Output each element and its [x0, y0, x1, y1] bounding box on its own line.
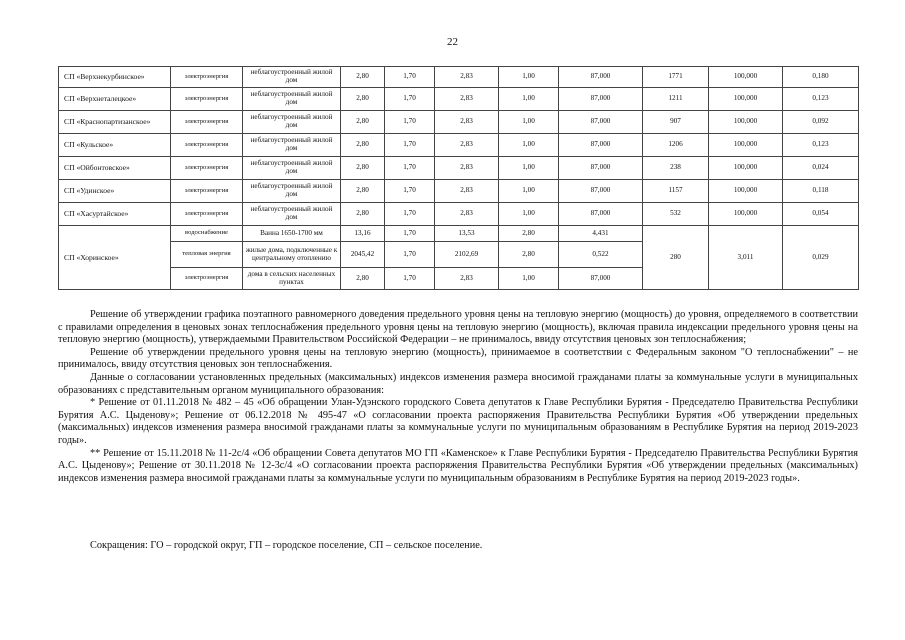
- footnote-single-star: * Решение от 01.11.2018 № 482 – 45 «Об обращении Улан-Удэнского городского Совета депутатов к Главе Республики Бурятия - Председателю Правительства Республики Бурятия А.С. Цыденову»; Решение от 06.12.2018 № 495-47 «О согласовании проекта распоряжения Правительства Республики Бурятия «Об утверждении предельных (максимальных) индексов изменения размера вносимой гражданами платы за коммунальные услуги по муниципальным образованиям в Республике Бурятия на период 2019-2023 годы».: [58, 397, 858, 446]
- value-cell: 87,000: [559, 157, 643, 180]
- category-cell: жилые дома, подключенные к центральному отоплению: [243, 242, 341, 268]
- value-cell: 100,000: [709, 180, 783, 203]
- value-cell: 100,000: [709, 134, 783, 157]
- value-cell: 1,70: [385, 111, 435, 134]
- value-cell: 1771: [643, 67, 709, 88]
- value-cell: 2,83: [435, 88, 499, 111]
- service-cell: электроэнергия: [171, 180, 243, 203]
- value-cell: 1,00: [499, 111, 559, 134]
- value-cell: 2,80: [341, 157, 385, 180]
- value-cell: 0,180: [783, 67, 859, 88]
- table-row: [59, 180, 859, 203]
- category-cell: неблагоустроенный жилой дом: [243, 180, 341, 203]
- value-cell: 100,000: [709, 67, 783, 88]
- value-cell: 2,83: [435, 157, 499, 180]
- value-cell: 87,000: [559, 88, 643, 111]
- value-cell: 87,000: [559, 111, 643, 134]
- value-cell: 1,00: [499, 268, 559, 290]
- value-cell: 100,000: [709, 157, 783, 180]
- category-cell: неблагоустроенный жилой дом: [243, 203, 341, 226]
- value-cell: 2102,69: [435, 242, 499, 268]
- value-cell: 1,70: [385, 242, 435, 268]
- table-row: [59, 226, 859, 242]
- tariff-table: [58, 66, 859, 290]
- table-row: [59, 203, 859, 226]
- value-cell: 100,000: [709, 111, 783, 134]
- value-cell: 3,011: [709, 226, 783, 290]
- settlement-cell: СП «Верхнеталецкое»: [59, 88, 171, 111]
- value-cell: 87,000: [559, 203, 643, 226]
- category-cell: дома в сельских населенных пунктах: [243, 268, 341, 290]
- value-cell: 1,70: [385, 268, 435, 290]
- abbreviations: Сокращения: ГО – городской округ, ГП – городское поселение, СП – сельское поселение.: [90, 540, 483, 551]
- value-cell: 2,83: [435, 134, 499, 157]
- service-cell: электроэнергия: [171, 203, 243, 226]
- value-cell: 2,80: [341, 180, 385, 203]
- value-cell: 1,00: [499, 88, 559, 111]
- value-cell: 0,123: [783, 88, 859, 111]
- value-cell: 87,000: [559, 268, 643, 290]
- value-cell: 1,70: [385, 67, 435, 88]
- value-cell: 1,00: [499, 180, 559, 203]
- body-text: [58, 309, 858, 485]
- value-cell: 0,029: [783, 226, 859, 290]
- service-cell: электроэнергия: [171, 134, 243, 157]
- value-cell: 532: [643, 203, 709, 226]
- value-cell: 2,83: [435, 111, 499, 134]
- service-cell: электроэнергия: [171, 67, 243, 88]
- value-cell: 0,118: [783, 180, 859, 203]
- value-cell: 1211: [643, 88, 709, 111]
- value-cell: 0,024: [783, 157, 859, 180]
- service-cell: электроэнергия: [171, 111, 243, 134]
- value-cell: 0,522: [559, 242, 643, 268]
- value-cell: 87,000: [559, 134, 643, 157]
- value-cell: 1,70: [385, 203, 435, 226]
- table-row: [59, 157, 859, 180]
- value-cell: 2,80: [341, 67, 385, 88]
- table-row: [59, 134, 859, 157]
- value-cell: 2,80: [499, 226, 559, 242]
- settlement-cell: СП «Хасуртайское»: [59, 203, 171, 226]
- value-cell: 87,000: [559, 67, 643, 88]
- settlement-cell: СП «Удинское»: [59, 180, 171, 203]
- settlement-cell: СП «Краснопартизанское»: [59, 111, 171, 134]
- service-cell: электроэнергия: [171, 157, 243, 180]
- value-cell: 238: [643, 157, 709, 180]
- value-cell: 13,53: [435, 226, 499, 242]
- paragraph: Решение об утверждении предельного уровня цены на тепловую энергию (мощность), принимаемое в соответствии с Федеральным законом "О теплоснабжении" – не принималось, ввиду отсутствия ценовых зон теплоснабжения.: [58, 346, 858, 371]
- service-cell: электроэнергия: [171, 268, 243, 290]
- category-cell: неблагоустроенный жилой дом: [243, 67, 341, 88]
- value-cell: 1,70: [385, 226, 435, 242]
- value-cell: 1,70: [385, 157, 435, 180]
- value-cell: 1,70: [385, 88, 435, 111]
- value-cell: 2,80: [341, 268, 385, 290]
- category-cell: неблагоустроенный жилой дом: [243, 88, 341, 111]
- value-cell: 4,431: [559, 226, 643, 242]
- value-cell: 1,70: [385, 180, 435, 203]
- table-row: [59, 88, 859, 111]
- value-cell: 1,70: [385, 134, 435, 157]
- value-cell: 1,00: [499, 67, 559, 88]
- value-cell: 1,00: [499, 157, 559, 180]
- category-cell: неблагоустроенный жилой дом: [243, 111, 341, 134]
- value-cell: 1157: [643, 180, 709, 203]
- settlement-cell: СП «Ойбонтовское»: [59, 157, 171, 180]
- value-cell: 2045,42: [341, 242, 385, 268]
- service-cell: водоснабжение: [171, 226, 243, 242]
- value-cell: 1,00: [499, 134, 559, 157]
- value-cell: 100,000: [709, 203, 783, 226]
- value-cell: 100,000: [709, 88, 783, 111]
- value-cell: 1206: [643, 134, 709, 157]
- value-cell: 13,16: [341, 226, 385, 242]
- value-cell: 907: [643, 111, 709, 134]
- settlement-cell: СП «Кульское»: [59, 134, 171, 157]
- service-cell: тепловая энергия: [171, 242, 243, 268]
- value-cell: 1,00: [499, 203, 559, 226]
- settlement-cell: СП «Хоринское»: [59, 226, 171, 290]
- category-cell: неблагоустроенный жилой дом: [243, 134, 341, 157]
- value-cell: 0,092: [783, 111, 859, 134]
- category-cell: неблагоустроенный жилой дом: [243, 157, 341, 180]
- paragraph: Данные о согласовании установленных предельных (максимальных) индексов изменения размера вносимой гражданами платы за коммунальные услуги в муниципальных образованиях с представительным органом муниципального образования:: [58, 371, 858, 396]
- value-cell: 280: [643, 226, 709, 290]
- value-cell: 2,80: [341, 88, 385, 111]
- value-cell: 2,80: [341, 203, 385, 226]
- table-row: [59, 67, 859, 88]
- value-cell: 0,123: [783, 134, 859, 157]
- table-row: [59, 111, 859, 134]
- value-cell: 2,83: [435, 203, 499, 226]
- value-cell: 2,83: [435, 268, 499, 290]
- paragraph: Решение об утверждении графика поэтапного равномерного доведения предельного уровня цены на тепловую энергию (мощность) до уровня, определяемого в соответствии с правилами определения в ценовых зонах теплоснабжения предельного уровня цены на тепловую энергию (мощность), включая правила индексации предельного уровня цены на тепловую энергию (мощность), утверждаемыми Правительством Российской Федерации – не принималось, ввиду отсутствия ценовых зон теплоснабжения;: [58, 309, 858, 346]
- value-cell: 2,80: [341, 111, 385, 134]
- value-cell: 2,83: [435, 180, 499, 203]
- page-number: 22: [447, 36, 458, 48]
- settlement-cell: СП «Верхнекурбинское»: [59, 67, 171, 88]
- value-cell: 87,000: [559, 180, 643, 203]
- value-cell: 0,054: [783, 203, 859, 226]
- category-cell: Ванна 1650-1700 мм: [243, 226, 341, 242]
- value-cell: 2,83: [435, 67, 499, 88]
- value-cell: 2,80: [341, 134, 385, 157]
- value-cell: 2,80: [499, 242, 559, 268]
- service-cell: электроэнергия: [171, 88, 243, 111]
- footnote-double-star: ** Решение от 15.11.2018 № 11-2с/4 «Об обращении Совета депутатов МО ГП «Каменское» к Главе Республики Бурятия - Председателю Правительства Республики Бурятия А.С. Цыденову»; Решение от 30.11.2018 № 12-3с/4 «О согласовании проекта распоряжения Правительства Республики Бурятия «Об утверждении предельных (максимальных) индексов изменения размера вносимой гражданами платы за коммунальные услуги по муниципальным образованиям в Республике Бурятия на период 2019-2023 годы».: [58, 447, 858, 484]
